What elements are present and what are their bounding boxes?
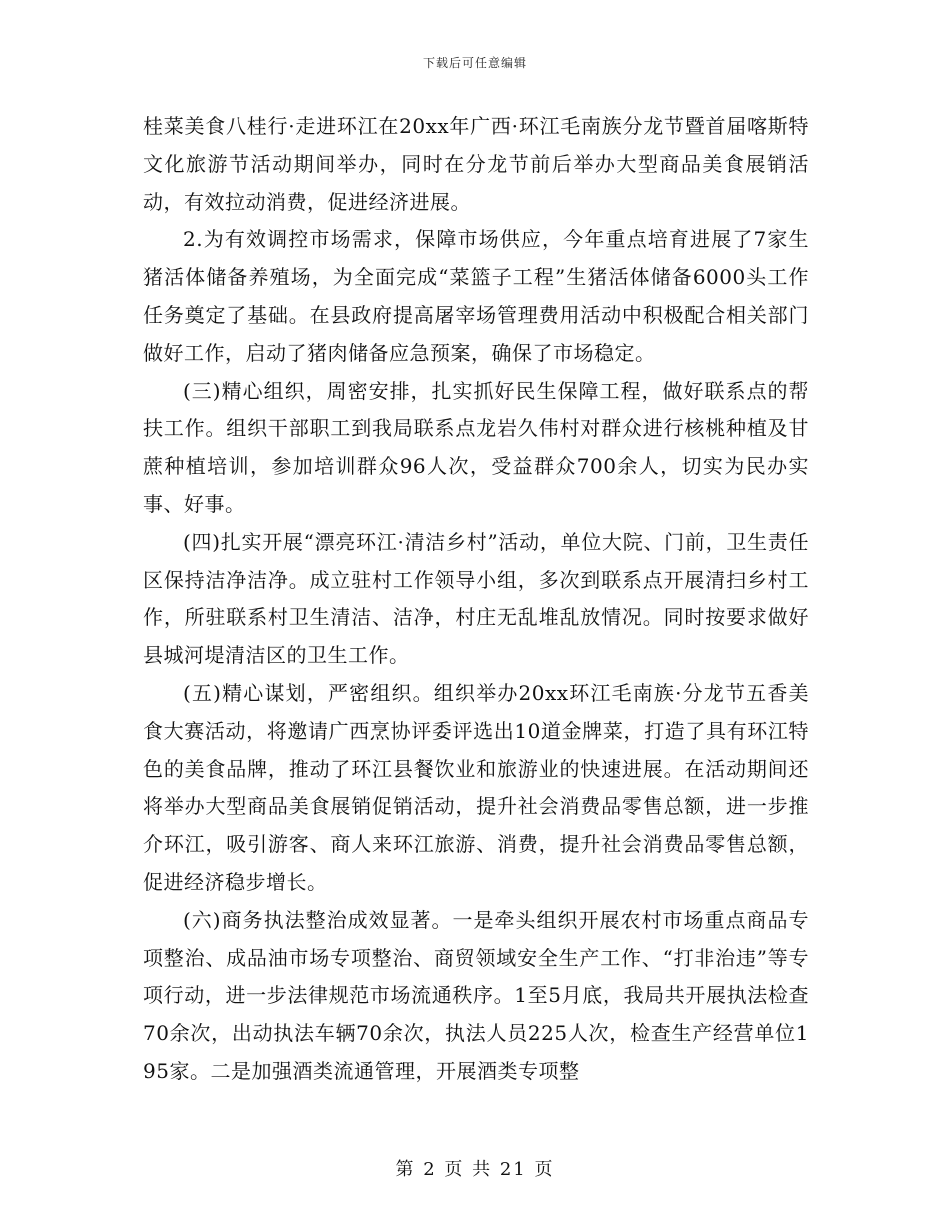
paragraph-item-2: 2.为有效调控市场需求，保障市场供应，今年重点培育进展了7家生猪活体储备养殖场，为全面完成“菜篮子工程”生猪活体储备6000头工作任务奠定了基础。在县政府提高屠宰场管理费用活动中积极配合相关部门做好工作，启动了猪肉储备应急预案，确保了市场稳定。 bbox=[143, 227, 809, 365]
paragraph-section-3: (三)精心组织，周密安排，扎实抓好民生保障工程，做好联系点的帮扶工作。组织干部职工到我局联系点龙岩久伟村对群众进行核桃种植及甘蔗种植培训，参加培训群众96人次，受益群众700余人，切实为民办实事、好事。 bbox=[143, 378, 809, 516]
page-number-footer: 第 2 页 共 21 页 bbox=[395, 1159, 555, 1180]
paragraph-section-4: (四)扎实开展“漂亮环江·清洁乡村”活动，单位大院、门前，卫生责任区保持洁净洁净。成立驻村工作领导小组，多次到联系点开展清扫乡村工作，所驻联系村卫生清洁、洁净，村庄无乱堆乱放情况。同时按要求做好县城河堤清洁区的卫生工作。 bbox=[143, 529, 809, 668]
paragraph-continuation: 桂菜美食八桂行·走进环江在20xx年广西·环江毛南族分龙节暨首届喀斯特文化旅游节活动期间举办，同时在分龙节前后举办大型商品美食展销活动，有效拉动消费，促进经济进展。 bbox=[143, 114, 809, 214]
document-body bbox=[143, 108, 809, 1091]
paragraph-section-5: (五)精心谋划，严密组织。组织举办20xx环江毛南族·分龙节五香美食大赛活动，将邀请广西烹协评委评选出10道金牌菜，打造了具有环江特色的美食品牌，推动了环江县餐饮业和旅游业的快速进展。在活动期间还将举办大型商品美食展销促销活动，提升社会消费品零售总额，进一步推介环江，吸引游客、商人来环江旅游、消费，提升社会消费品零售总额，促进经济稳步增长。 bbox=[143, 680, 809, 894]
header-note: 下载后可任意编辑 bbox=[422, 56, 527, 70]
paragraph-section-6: (六)商务执法整治成效显著。一是牵头组织开展农村市场重点商品专项整治、成品油市场专项整治、商贸领域安全生产工作、“打非治违”等专项行动，进一步法律规范市场流通秩序。1至5月底，我局共开展执法检查70余次，出动执法车辆70余次，执法人员225人次，检查生产经营单位195家。二是加强酒类流通管理，开展酒类专项整 bbox=[143, 907, 809, 1083]
